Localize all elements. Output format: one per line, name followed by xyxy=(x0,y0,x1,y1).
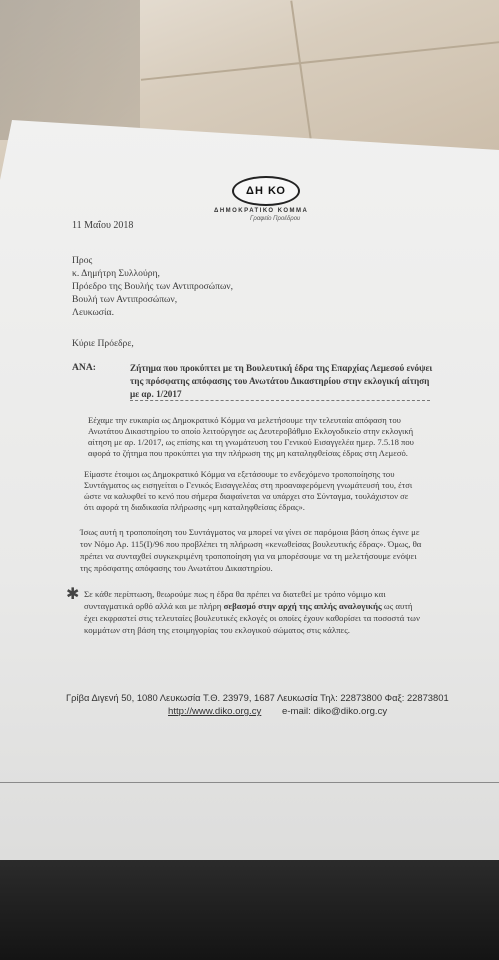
paragraph-text: συνταγματικά ορθό αλλά και με πλήρη xyxy=(84,601,224,611)
subject-line: Ζήτημα που προκύπτει με τη Βουλευτική έδρα της Επαρχίας Λεμεσού ενόψει xyxy=(130,363,433,373)
paragraph-line: ώστε να καλυφθεί το κενό που σήμερα διαφαίνεται να υπάρχει στο Σύνταγμα, τουλάχιστον σε xyxy=(84,491,409,501)
paragraph-line: κομμάτων στη βάση της ετοιμηγορίας του εκλογικού σώματος στις κάλπες. xyxy=(84,625,350,635)
paragraph-line: αφορά το ζήτημα που προκύπτει για την πλήρωση της μη καταληφθείσας έδρας στη Λεμεσό. xyxy=(88,448,408,458)
page-fold-line xyxy=(0,782,499,783)
paragraph-line: Συντάγματος ως εισηγείται ο Γενικός Εισαγγελέας στη προαναφερόμενη γνωμάτευσή του, έτσι xyxy=(84,480,413,490)
paragraph-line: της πρόσφατης απόφασης του Ανωτάτου Δικαστηρίου. xyxy=(80,563,273,573)
paragraph-line: αίτηση με αρ. 1/2017, ως επίσης και τη γνωμάτευση του Γενικού Εισαγγελέα ημερ. 7.5.18 που xyxy=(88,437,414,447)
emphasized-text: σεβασμό στην αρχή της απλής αναλογικής xyxy=(223,601,382,611)
logo-text: ΔΗ ΚΟ xyxy=(246,185,286,197)
paragraph-line: Είμαστε έτοιμοι ως Δημοκρατικό Κόμμα να εξετάσουμε το ενδεχόμενο τροποποίησης του xyxy=(84,469,395,479)
paragraph-line: έχει εκφραστεί στις τελευταίες βουλευτικές εκλογές οι οποίες έχουν καθορίσει τα ποσοστά των xyxy=(84,613,420,623)
background-table xyxy=(0,860,499,960)
handwritten-asterisk-icon: ✱ xyxy=(66,586,80,603)
paragraph-line: Ίσως αυτή η τροποποίηση του Συντάγματος να μπορεί να γίνει σε παρόμοια βάση όπως έγινε με xyxy=(80,527,420,537)
subject-divider xyxy=(130,400,430,401)
recipient-institution: Βουλή των Αντιπροσώπων, xyxy=(72,294,178,305)
paragraph-line: Σε κάθε περίπτωση, θεωρούμε πως η έδρα θα πρέπει να διατεθεί με τρόπο νόμιμο και xyxy=(84,589,386,599)
party-logo xyxy=(232,176,300,206)
paragraph-line: πρέπει να συνταχθεί συγκεκριμένη τροποποίηση για να μπορέσουμε να τη μελετήσουμε ενόψει xyxy=(80,551,417,561)
letter-date: 11 Μαΐου 2018 xyxy=(72,220,134,231)
recipient-city: Λευκωσία. xyxy=(72,307,114,318)
background-shadow xyxy=(0,0,140,140)
subject-line: της πρόσφατης απόφασης του Ανωτάτου Δικαστηρίου στην εκλογική αίτηση xyxy=(130,376,430,386)
recipient-title: Πρόεδρο της Βουλής των Αντιπροσώπων, xyxy=(72,281,234,292)
paragraph-line: τον Νόμο Αρ. 115(Ι)/96 που προβλέπει τη πλήρωση «κενωθείσας βουλευτικής έδρας». Όμως, θα xyxy=(80,539,422,549)
subject-label: ΑΝΑ: xyxy=(72,362,96,373)
footer-email: e-mail: diko@diko.org.cy xyxy=(282,706,388,717)
office-name: Γραφείο Προέδρου xyxy=(250,216,301,222)
footer-website-link[interactable]: http://www.diko.org.cy xyxy=(168,706,262,717)
paragraph-line: ότι αφορά τη διαδικασία πλήρωσης «μη καταληφθείσας έδρας». xyxy=(84,502,305,512)
paragraph-text: ως αυτή xyxy=(381,601,413,611)
subject-line: με αρ. 1/2017 xyxy=(130,389,182,399)
footer-address: Γρίβα Διγενή 50, 1080 Λευκωσία Τ.Θ. 23979, 1687 Λευκωσία Τηλ: 22873800 Φαξ: 22873801 xyxy=(66,692,449,703)
recipient-to: Προς xyxy=(72,255,93,266)
paragraph-line xyxy=(84,600,413,612)
paragraph-line: Ανωτάτου Δικαστηρίου το οποίο λειτούργησε ως Δευτεροβάθμιο Εκλογοδικείο στην εκλογική xyxy=(88,426,414,436)
recipient-name: κ. Δημήτρη Συλλούρη, xyxy=(72,268,160,279)
salutation: Κύριε Πρόεδρε, xyxy=(72,338,134,349)
party-name: ΔΗΜΟΚΡΑΤΙΚΟ ΚΟΜΜΑ xyxy=(214,208,309,214)
paragraph-line: Εέχαμε την ευκαιρία ως Δημοκρατικό Κόμμα να μελετήσουμε την τελευταία απόφαση του xyxy=(88,415,401,425)
